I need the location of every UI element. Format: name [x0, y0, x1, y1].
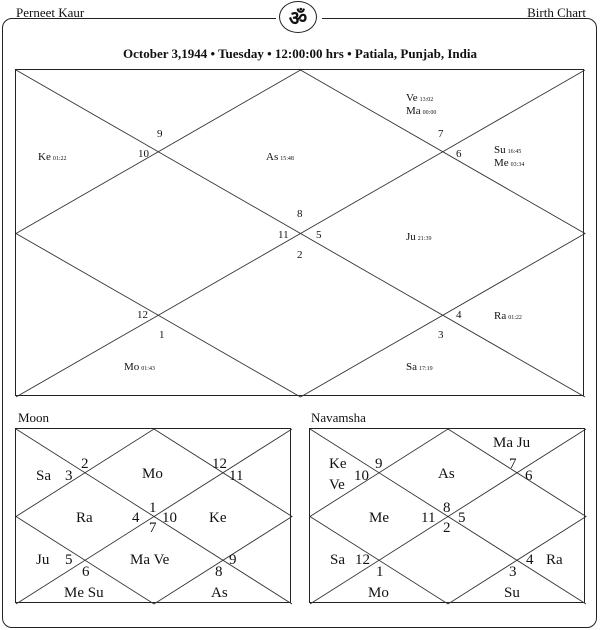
planet-su: Su 16:45	[494, 144, 522, 156]
house-number: 3	[509, 564, 517, 580]
house-number: 12	[212, 456, 227, 472]
navamsha-chart	[309, 428, 585, 603]
house-number: 9	[229, 552, 237, 568]
om-glyph: ॐ	[279, 1, 317, 33]
birth-chart	[15, 69, 584, 396]
house-number: 4	[526, 552, 534, 568]
house-number: 9	[375, 456, 383, 472]
house-number: 7	[149, 520, 157, 536]
house-number: 10	[138, 148, 149, 160]
navamsha-house-1-planets: As	[438, 466, 455, 482]
planet-ra: Ra 01:22	[494, 310, 522, 322]
house-number: 1	[376, 564, 384, 580]
moon-house-9-planets: Ke	[209, 510, 227, 526]
moon-house-5-planets: Ju	[36, 552, 50, 568]
house-number: 8	[215, 564, 223, 580]
house-number: 5	[65, 552, 73, 568]
house-number: 11	[278, 229, 289, 241]
moon-house-4-planets: Ra	[76, 510, 93, 526]
navamsha-house-6-planets: Mo	[368, 585, 389, 601]
moon-chart	[15, 428, 291, 603]
planet-mo: Mo 01:43	[124, 361, 155, 373]
planet-sa: Sa 17:19	[406, 361, 433, 373]
house-number: 8	[443, 500, 451, 516]
house-number: 2	[443, 520, 451, 536]
house-number: 7	[438, 128, 444, 140]
navamsha-house-4-planets: Me	[369, 510, 389, 526]
house-number: 12	[355, 552, 370, 568]
house-number: 5	[458, 510, 466, 526]
planet-ve: Ve 13:02	[406, 92, 434, 104]
house-number: 9	[157, 128, 163, 140]
moon-chart-label: Moon	[18, 410, 50, 425]
birth-chart-grid	[16, 70, 585, 397]
house-number: 2	[297, 249, 303, 261]
house-number: 4	[132, 510, 140, 526]
navamsha-house-3-planet-ke: Ke	[329, 456, 347, 472]
house-number: 1	[149, 500, 157, 516]
house-number: 3	[438, 329, 444, 341]
house-number: 2	[81, 456, 89, 472]
birth-details: October 3,1944 • Tuesday • 12:00:00 hrs • Patiala, Punjab, India	[123, 46, 477, 61]
house-number: 11	[229, 468, 244, 484]
house-number: 6	[456, 148, 462, 160]
navamsha-chart-label: Navamsha	[311, 410, 366, 425]
navamsha-house-3-planet-ve: Ve	[329, 477, 345, 493]
moon-house-10-planets: Ma Ve	[130, 552, 170, 568]
planet-ju: Ju 21:39	[406, 231, 432, 243]
moon-house-7-planets: As	[211, 585, 228, 601]
house-number: 4	[456, 309, 462, 321]
house-number: 5	[316, 229, 322, 241]
navamsha-house-8-planets: Su	[504, 585, 520, 601]
house-number: 7	[509, 456, 517, 472]
om-symbol-icon	[276, 1, 322, 33]
moon-house-2-planets: Sa	[36, 468, 51, 484]
navamsha-house-5-planets: Sa	[330, 552, 345, 568]
house-number: 11	[421, 510, 436, 526]
moon-house-1-planets: Mo	[142, 466, 163, 482]
moon-chart-grid	[16, 429, 292, 604]
planet-ma: Ma 00:00	[406, 105, 437, 117]
navamsha-chart-grid	[310, 429, 586, 604]
house-number: 8	[297, 208, 303, 220]
house-number: 10	[354, 468, 369, 484]
house-number: 3	[65, 468, 73, 484]
house-number: 10	[162, 510, 177, 526]
navamsha-house-9-planets: Ra	[546, 552, 563, 568]
planet-me: Me 03:34	[494, 157, 525, 169]
house-number: 6	[525, 468, 533, 484]
document-title: Birth Chart	[527, 5, 586, 20]
house-number: 1	[159, 329, 165, 341]
planet-as: As 15:48	[266, 151, 294, 163]
moon-house-6-planets: Me Su	[64, 585, 104, 601]
house-number: 6	[82, 564, 90, 580]
navamsha-house-12-planets: Ma Ju	[493, 435, 531, 451]
planet-ke: Ke 01:22	[38, 151, 67, 163]
house-number: 12	[137, 309, 148, 321]
person-name: Perneet Kaur	[16, 5, 85, 20]
